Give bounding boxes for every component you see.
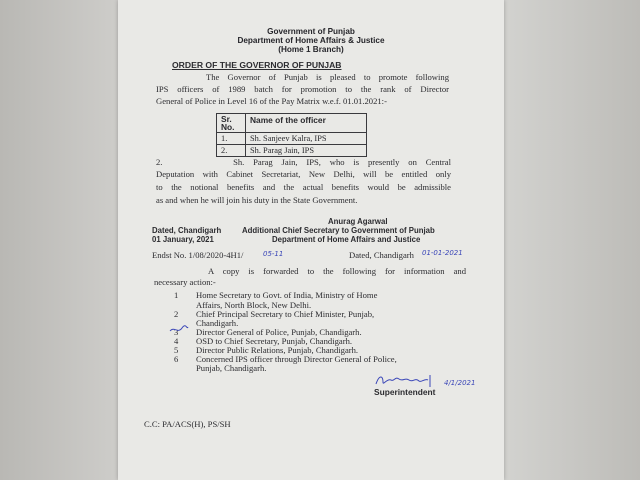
table-cell-name: Sh. Sanjeev Kalra, IPS (246, 133, 367, 145)
list-item-number: 3 (174, 327, 179, 337)
list-item-text: Director General of Police, Punjab, Chandigarh. (196, 327, 362, 337)
copy-line1: A copy is forwarded to the following for information and (208, 266, 466, 276)
list-item-text: Punjab, Chandigarh. (196, 363, 267, 373)
col-sr-header-label: Sr. No. (221, 114, 235, 132)
dated-date: 01 January, 2021 (152, 235, 214, 244)
table-cell-name: Sh. Parag Jain, IPS (246, 145, 367, 157)
header-branch: (Home 1 Branch) (278, 45, 344, 54)
col-sr-header (217, 114, 246, 133)
signatory-department: Department of Home Affairs and Justice (272, 235, 421, 244)
endst-handwritten-no: 05-11 (263, 250, 284, 258)
endst-label: Endst No. 1/08/2020-4H1/ (152, 250, 244, 260)
table-row (217, 133, 367, 145)
list-item-number: 4 (174, 336, 179, 346)
table-cell-sr: 1. (217, 133, 246, 145)
para2-line1: 2. Sh. Parag Jain, IPS, who is presently on Central (156, 157, 451, 167)
para1-line2: IPS officers of 1989 batch for promotion to the rank of Director (156, 84, 449, 94)
background-right (500, 0, 640, 480)
para2-line2: Deputation with Cabinet Secretariat, New Delhi, will be entitled only (156, 169, 451, 179)
para2-line3: to the notional benefits and the actual benefits would be admissible (156, 182, 451, 192)
signature-date: 4/1/2021 (444, 379, 476, 387)
list-item-text: Affairs, North Block, New Delhi. (196, 300, 312, 310)
table-cell-sr: 2. (217, 145, 246, 157)
background-left (0, 0, 125, 480)
signatory-designation: Additional Chief Secretary to Government of Punjab (242, 226, 435, 235)
header-department: Department of Home Affairs & Justice (237, 36, 385, 45)
list-item-number: 6 (174, 354, 179, 364)
list-item-number: 1 (174, 290, 179, 300)
dated-place: Dated, Chandigarh (152, 226, 222, 235)
order-title: ORDER OF THE GOVERNOR OF PUNJAB (172, 60, 342, 70)
header-government: Government of Punjab (267, 27, 355, 36)
cc-line: C.C: PA/ACS(H), PS/SH (144, 419, 231, 429)
list-item-number: 5 (174, 345, 179, 355)
list-item-text: Chandigarh. (196, 318, 239, 328)
list-item-text: Director Public Relations, Punjab, Chandigarh. (196, 345, 359, 355)
endst-dated-label: Dated, Chandigarh (349, 250, 414, 260)
copy-line2: necessary action:- (154, 277, 216, 287)
list-item-text: Concerned IPS officer through Director General of Police, (196, 354, 397, 364)
table-header-row (217, 114, 367, 133)
list-item-text: OSD to Chief Secretary, Punjab, Chandigarh. (196, 336, 353, 346)
officer-table (216, 113, 367, 157)
document-page (118, 0, 504, 480)
endst-handwritten-date: 01-01-2021 (422, 249, 463, 257)
signatory-name: Anurag Agarwal (328, 217, 388, 226)
col-name-header: Name of the officer (246, 114, 367, 133)
list-item-text: Home Secretary to Govt. of India, Ministry of Home (196, 290, 378, 300)
pen-mark-scribble (168, 322, 190, 336)
para1-line3: General of Police in Level 16 of the Pay Matrix w.e.f. 01.01.2021:- (156, 96, 387, 106)
superintendent-label: Superintendent (374, 387, 436, 397)
table-row (217, 145, 367, 157)
list-item-text: Chief Principal Secretary to Chief Minister, Punjab, (196, 309, 375, 319)
list-item-number: 2 (174, 309, 179, 319)
para2-line4: as and when he will join his duty in the State Government. (156, 195, 358, 205)
para1-line1: The Governor of Punjab is pleased to promote following (206, 72, 449, 82)
